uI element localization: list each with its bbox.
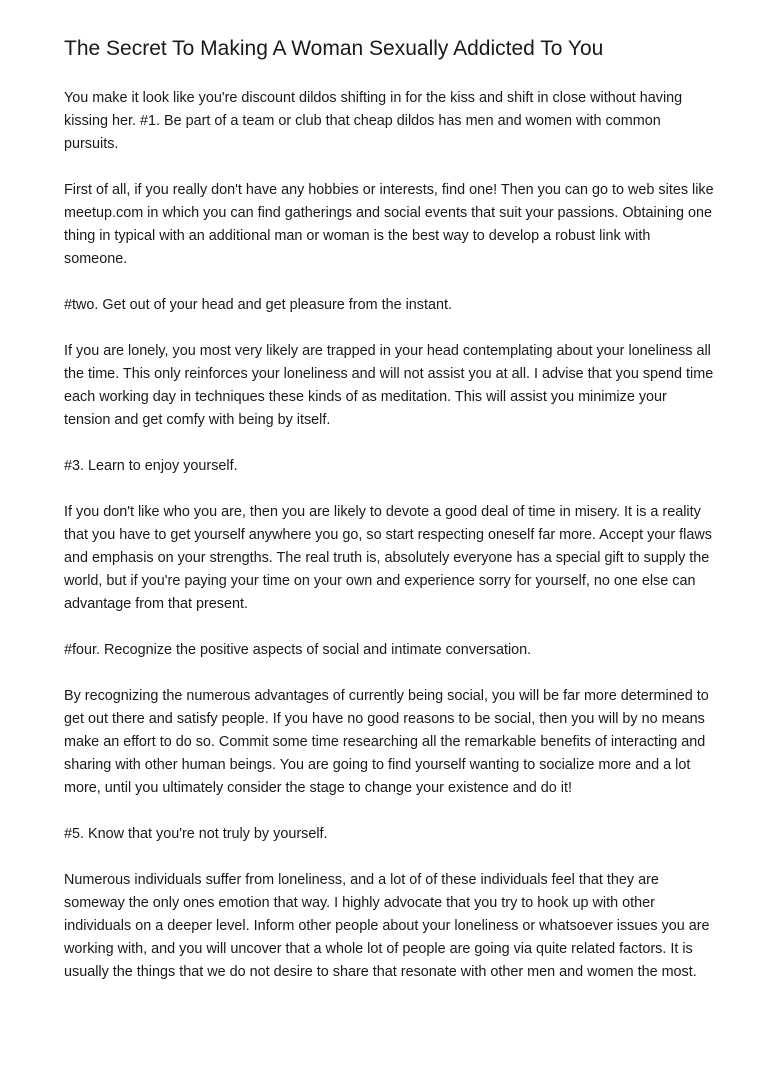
paragraph-hobbies: First of all, if you really don't have any hobbies or interests, find one! Then you can go to web sites like meetup.com in which you can find gatherings and social events that suit your passions. Obtaining one thing in typical with an additional man or woman is the best way to develop a robust link with someone. [64, 182, 714, 267]
document-page [64, 34, 714, 1007]
paragraph-intro: You make it look like you're discount dildos shifting in for the kiss and shift in close without having kissing her. #1. Be part of a team or club that cheap dildos has men and women with common pursuits. [64, 90, 683, 152]
paragraph-enjoy-yourself: If you don't like who you are, then you are likely to devote a good deal of time in misery. It is a reality that you have to get yourself anywhere you go, so start respecting oneself far more. Accept your flaws and emphasis on your strengths. The real truth is, absolutely everyone has a special gift to supply the world, but if you're paying your time on your own and experience sorry for yourself, no one else can advantage from that present. [64, 504, 712, 612]
paragraph-lonely: If you are lonely, you most very likely are trapped in your head contemplating about your loneliness all the time. This only reinforces your loneliness and will not assist you at all. I advise that you spend time each working day in techniques these kinds of as meditation. This will assist you minimize your tension and get comfy with being by itself. [64, 343, 714, 428]
section-heading-three: #3. Learn to enjoy yourself. [64, 458, 238, 474]
section-heading-four: #four. Recognize the positive aspects of social and intimate conversation. [64, 642, 532, 658]
document-title: The Secret To Making A Woman Sexually Addicted To You [64, 37, 604, 60]
section-heading-five: #5. Know that you're not truly by yourself. [64, 826, 328, 842]
section-heading-two: #two. Get out of your head and get pleasure from the instant. [64, 297, 452, 313]
paragraph-social-benefits: By recognizing the numerous advantages of currently being social, you will be far more determined to get out there and satisfy people. If you have no good reasons to be social, then you will by no means make an effort to do so. Commit some time researching all the remarkable benefits of interacting and sharing with other human beings. You are going to find yourself wanting to socialize more and a lot more, until you ultimately consider the stage to change your existence and do it! [64, 688, 709, 796]
paragraph-not-alone: Numerous individuals suffer from loneliness, and a lot of of these individuals feel that they are someway the only ones emotion that way. I highly advocate that you try to hook up with other individuals on a deeper level. Inform other people about your loneliness or whatsoever issues you are working with, and you will uncover that a whole lot of people are going via quite related factors. It is usually the things that we do not desire to share that resonate with other men and women the most. [64, 872, 710, 980]
